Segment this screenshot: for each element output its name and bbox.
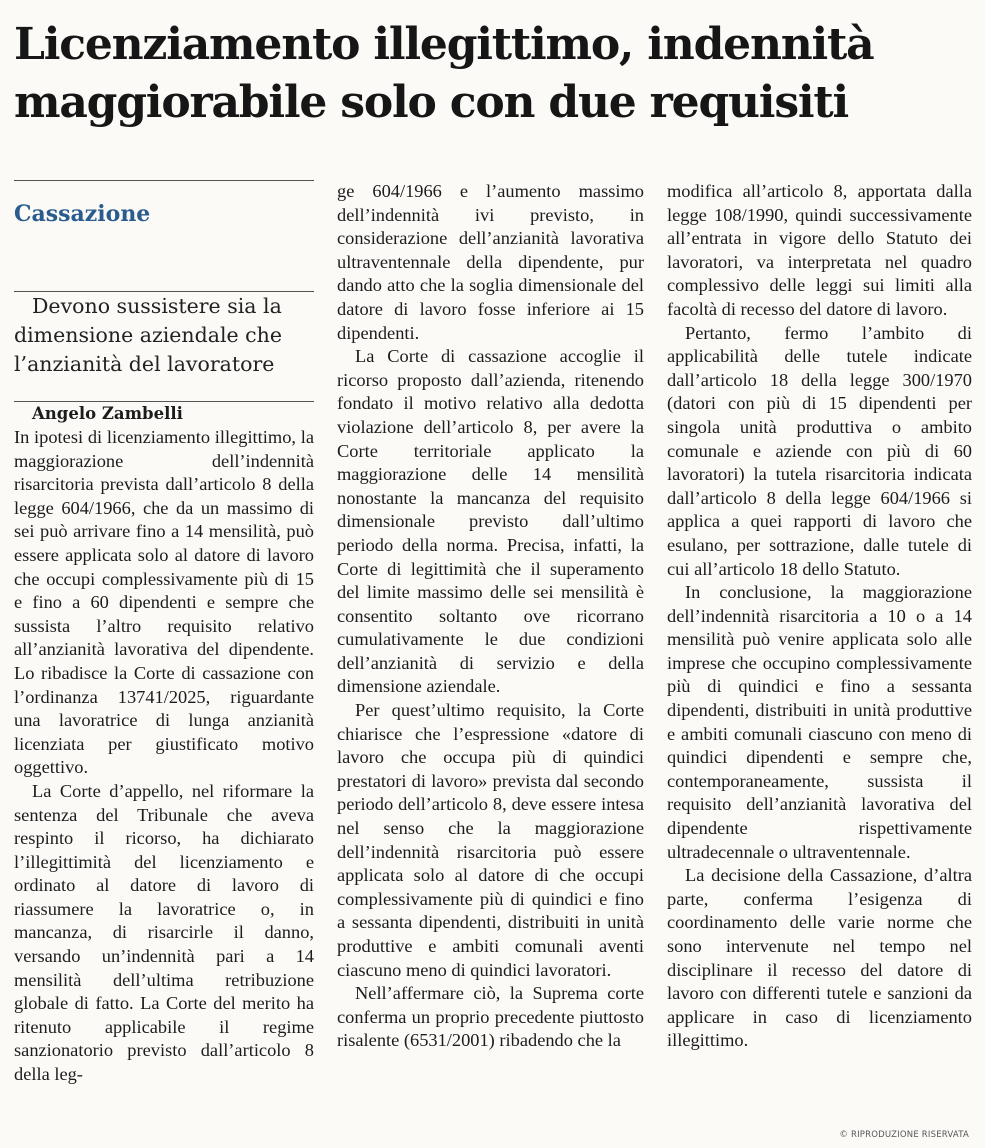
- paragraph: La Corte d’appello, nel riformare la sentenza del Tribunale che aveva respinto il ricorso, ha dichiarato l’illegittimità del licenziamento e ordinato al datore di lavoro di riassumere la lavoratrice o, in mancanza, di risarcirle il danno, versando un’indennità pari a 14 mensilità dell’ultima retribuzione globale di fatto. La Corte del merito ha ritenuto applicabile il regime sanzionatorio previsto dall’articolo 8 della leg-: [14, 780, 314, 1085]
- paragraph: La decisione della Cassazione, d’altra parte, conferma l’esigenza di coordinamento delle varie norme che sono intervenute nel tempo nel disciplinare il recesso del datore di lavoro con differenti tutele e sanzioni da applicare in caso di licenziamento illegittimo.: [667, 865, 972, 1051]
- paragraph: In ipotesi di licenziamento illegittimo, la maggiorazione dell’indennità risarcitoria prevista dall’articolo 8 della legge 604/1966, che da un massimo di sei può arrivare fino a 14 mensilità, può essere applicata solo al datore di lavoro che occupi complessivamente più di 15 e fino a 60 dipendenti e sempre che sussista l’altro requisito relativo all’anzianità lavorativa del dipendente. Lo ribadisce la Corte di cassazione con l’ordinanza 13741/2025, riguardante una lavoratrice di lunga anzianità licenziata per giustificato motivo oggettivo.: [14, 427, 314, 778]
- paragraph: Per quest’ultimo requisito, la Corte chiarisce che l’espressione «datore di lavoro che occupa più di quindici prestatori di lavoro» prevista dal secondo periodo dell’articolo 8, deve essere intesa nel senso che la maggiorazione dell’indennità risarcitoria può essere applicata solo al datore di che occupi complessivamente più di quindici e fino a sessanta dipendenti, distribuiti in unità produttive e ambiti comunali aventi ciascuno meno di quindici lavoratori.: [337, 700, 644, 980]
- paragraph: Nell’affermare ciò, la Suprema corte conferma un proprio precedente piuttosto risalente (6531/2001) ribadendo che la: [337, 983, 644, 1051]
- paragraph: Pertanto, fermo l’ambito di applicabilità delle tutele indicate dall’articolo 18 della legge 300/1970 (datori con più di 15 dipendenti per singola unità produttiva o ambito comunale e aziende con più di 60 lavoratori) la tutela risarcitoria indicata dall’articolo 8 della legge 604/1966 si applica a quei rapporti di lavoro che esulano, per sottrazione, dalle tutele di cui all’articolo 18 dello Statuto.: [667, 322, 972, 579]
- column-1: [14, 180, 314, 1087]
- section-label: Cassazione: [14, 201, 151, 227]
- copyright-notice: © RIPRODUZIONE RISERVATA: [839, 1130, 969, 1140]
- headline: Licenziamento illegittimo, indennità maggiorabile solo con due requisiti: [14, 19, 874, 128]
- subhead: Devono sussistere sia la dimensione aziendale che l’anzianità del lavoratore: [14, 294, 283, 376]
- section-divider: [14, 180, 314, 181]
- paragraph: In conclusione, la maggiorazione dell’indennità risarcitoria a 10 o a 14 mensilità può venire applicata solo alle imprese che occupino complessivamente più di quindici e fino a sessanta dipendenti, distribuiti in unità produttive e ambiti comunali ciascuno con meno di quindici dipendenti e sempre che, contemporaneamente, sussista il requisito dell’anzianità lavorativa del dipendente rispettivamente ultradecennale o ultraventennale.: [667, 582, 972, 862]
- paragraph: ge 604/1966 e l’aumento massimo dell’indennità ivi previsto, in considerazione dell’anzianità lavorativa ultraventennale della dipendente, pur dando atto che la soglia dimensionale del datore di lavoro fosse inferiore ai 15 dipendenti.: [337, 181, 644, 343]
- column-3: [667, 180, 972, 1053]
- byline: Angelo Zambelli: [32, 404, 183, 423]
- paragraph: La Corte di cassazione accoglie il ricorso proposto dall’azienda, ritenendo fondato il motivo relativo alla dedotta violazione dell’articolo 8, per avere la Corte territoriale applicato la maggiorazione delle 14 mensilità nonostante la mancanza del requisito dimensionale previsto dall’ultimo periodo della norma. Precisa, infatti, la Corte di legittimità che il superamento del limite massimo delle sei mensilità è consentito soltanto ove ricorrano cumulativamente le due condizioni dell’anzianità di servizio e della dimensione aziendale.: [337, 346, 644, 697]
- paragraph: modifica all’articolo 8, apportata dalla legge 108/1990, quindi successivamente all’entrata in vigore dello Statuto dei lavoratori, va interpretata nel quadro complessivo delle leggi sui limiti alla facoltà di recesso del datore di lavoro.: [667, 181, 972, 319]
- column-2: [337, 180, 644, 1053]
